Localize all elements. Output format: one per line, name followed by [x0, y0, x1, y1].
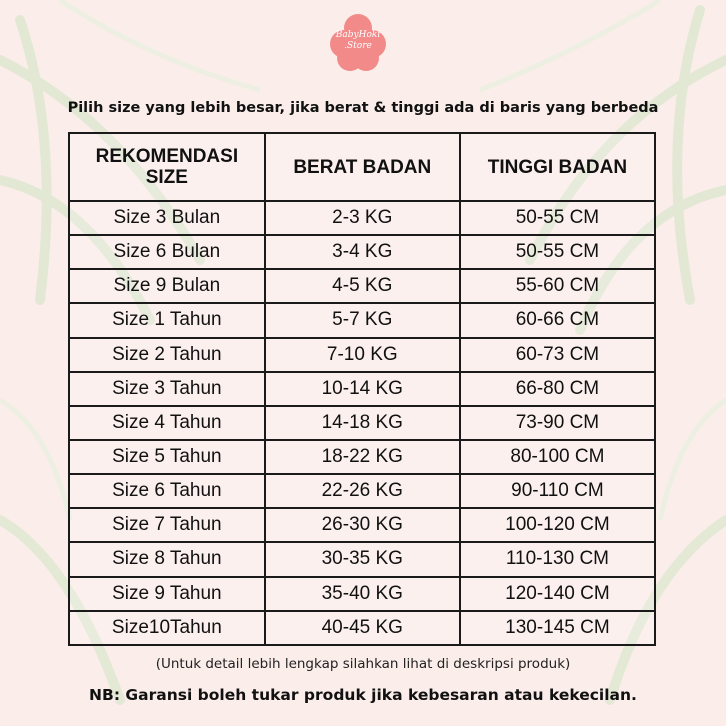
weight-cell: 22-26 KG	[265, 474, 460, 508]
size-cell: Size 5 Tahun	[69, 440, 265, 474]
header-height: TINGGI BADAN	[460, 133, 655, 201]
height-cell: 60-66 CM	[460, 303, 655, 337]
table-row	[69, 440, 655, 474]
height-cell: 80-100 CM	[460, 440, 655, 474]
weight-cell: 7-10 KG	[265, 338, 460, 372]
table-row	[69, 201, 655, 235]
size-cell: Size10Tahun	[69, 611, 265, 645]
detail-note: (Untuk detail lebih lengkap silahkan lihat di deskripsi produk)	[155, 656, 571, 672]
size-cell: Size 7 Tahun	[69, 508, 265, 542]
weight-cell: 18-22 KG	[265, 440, 460, 474]
table-row	[69, 474, 655, 508]
size-cell: Size 3 Bulan	[69, 201, 265, 235]
table-row	[69, 406, 655, 440]
table-row	[69, 577, 655, 611]
warranty-note: NB: Garansi boleh tukar produk jika kebesaran atau kekecilan.	[89, 686, 637, 704]
weight-cell: 10-14 KG	[265, 372, 460, 406]
logo-text	[318, 30, 398, 52]
height-cell: 100-120 CM	[460, 508, 655, 542]
brand-logo	[318, 14, 398, 74]
height-cell: 110-130 CM	[460, 542, 655, 576]
size-cell: Size 6 Bulan	[69, 235, 265, 269]
height-cell: 50-55 CM	[460, 201, 655, 235]
size-cell: Size 3 Tahun	[69, 372, 265, 406]
height-cell: 73-90 CM	[460, 406, 655, 440]
table-row	[69, 611, 655, 645]
table-row	[69, 338, 655, 372]
weight-cell: 30-35 KG	[265, 542, 460, 576]
weight-cell: 3-4 KG	[265, 235, 460, 269]
weight-cell: 26-30 KG	[265, 508, 460, 542]
weight-cell: 2-3 KG	[265, 201, 460, 235]
size-chart-table	[68, 132, 656, 646]
height-cell: 60-73 CM	[460, 338, 655, 372]
height-cell: 130-145 CM	[460, 611, 655, 645]
weight-cell: 40-45 KG	[265, 611, 460, 645]
table-header-row	[69, 133, 655, 201]
header-size: REKOMENDASI SIZE	[69, 133, 265, 201]
weight-cell: 14-18 KG	[265, 406, 460, 440]
height-cell: 55-60 CM	[460, 269, 655, 303]
table-row	[69, 372, 655, 406]
table-row	[69, 542, 655, 576]
header-weight: BERAT BADAN	[265, 133, 460, 201]
size-cell: Size 1 Tahun	[69, 303, 265, 337]
height-cell: 120-140 CM	[460, 577, 655, 611]
weight-cell: 4-5 KG	[265, 269, 460, 303]
size-cell: Size 6 Tahun	[69, 474, 265, 508]
size-cell: Size 4 Tahun	[69, 406, 265, 440]
size-cell: Size 8 Tahun	[69, 542, 265, 576]
height-cell: 66-80 CM	[460, 372, 655, 406]
logo-line-2: .Store	[344, 41, 372, 51]
size-cell: Size 2 Tahun	[69, 338, 265, 372]
height-cell: 50-55 CM	[460, 235, 655, 269]
size-cell: Size 9 Bulan	[69, 269, 265, 303]
weight-cell: 5-7 KG	[265, 303, 460, 337]
size-cell: Size 9 Tahun	[69, 577, 265, 611]
height-cell: 90-110 CM	[460, 474, 655, 508]
size-instruction: Pilih size yang lebih besar, jika berat & tinggi ada di baris yang berbeda	[67, 100, 659, 116]
weight-cell: 35-40 KG	[265, 577, 460, 611]
table-row	[69, 269, 655, 303]
table-row	[69, 303, 655, 337]
logo-line-1: BabyHoki	[335, 30, 381, 40]
table-row	[69, 235, 655, 269]
table-row	[69, 508, 655, 542]
